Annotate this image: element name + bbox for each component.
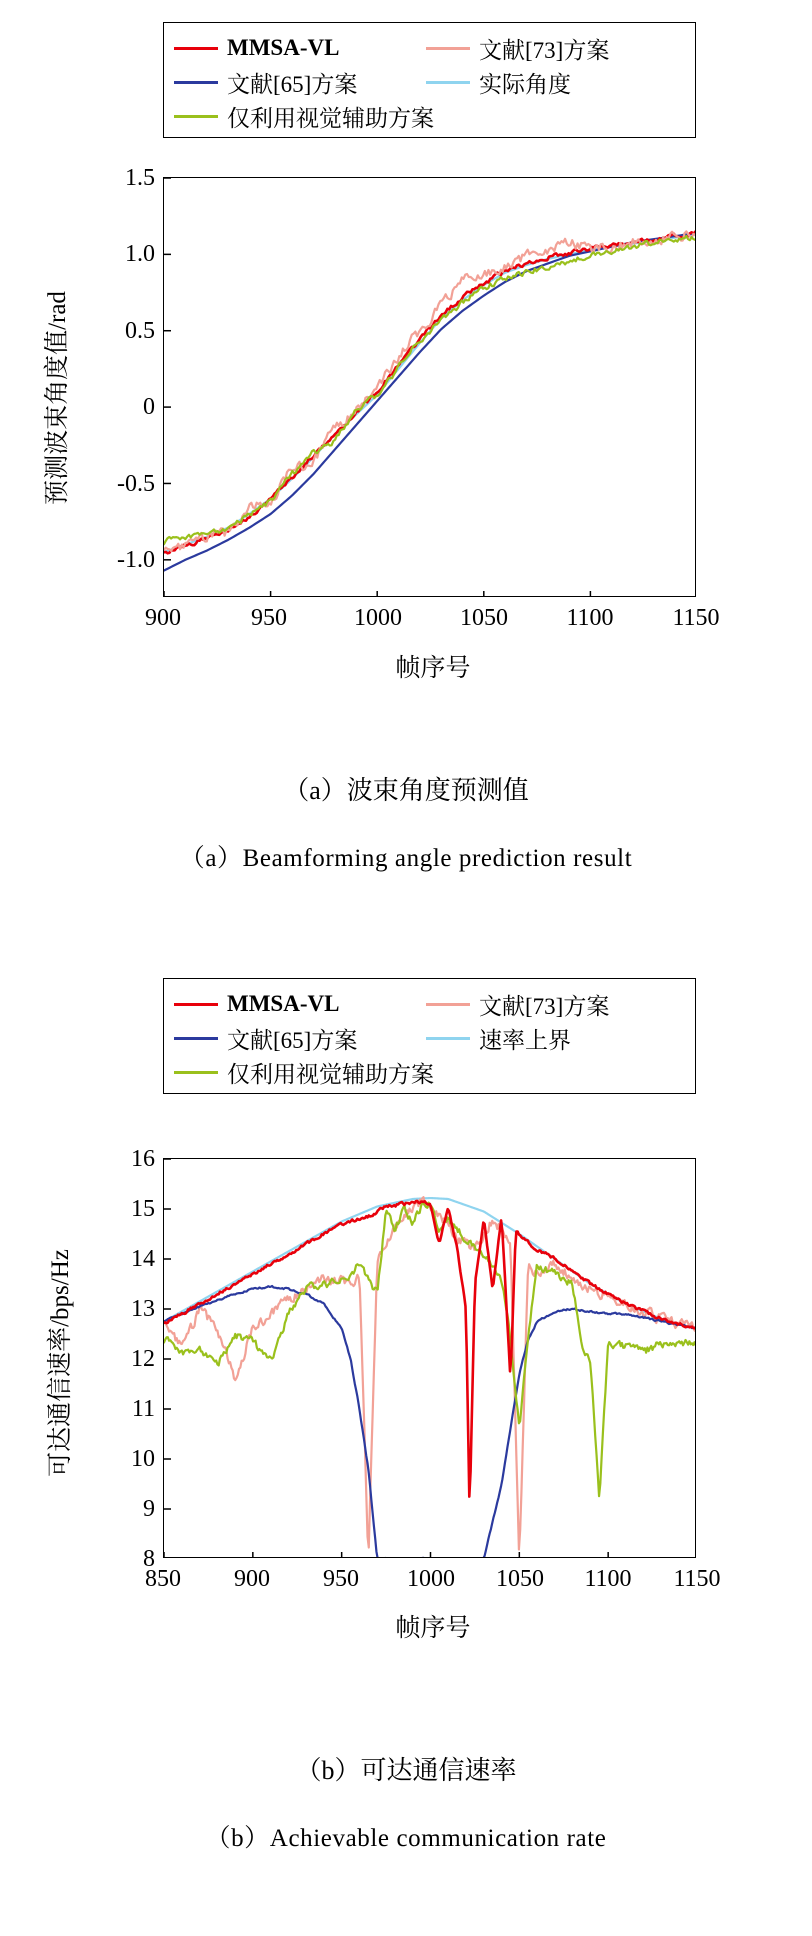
legend-a xyxy=(163,22,696,138)
y-tick-label: 11 xyxy=(131,1396,155,1422)
legend-color-swatch xyxy=(174,1071,218,1074)
x-tick-label: 1150 xyxy=(673,1566,721,1592)
x-axis-title: 帧序号 xyxy=(395,1615,471,1642)
y-tick-label: 13 xyxy=(131,1296,155,1322)
y-tick-label: 10 xyxy=(131,1446,155,1472)
x-tick-label: 1100 xyxy=(584,1566,632,1592)
legend-entry xyxy=(174,35,426,61)
caption-b-en: （b）Achievable communication rate xyxy=(205,1825,607,1852)
legend-entry xyxy=(426,1022,571,1055)
x-tick-label: 1050 xyxy=(460,605,508,631)
legend-entry xyxy=(174,66,426,99)
legend-label: 文献[65]方案 xyxy=(227,1027,358,1053)
x-tick-label: 1100 xyxy=(566,605,614,631)
y-axis-title: 可达通信速率/bps/Hz xyxy=(47,1249,74,1477)
y-axis-title: 预测波束角度值/rad xyxy=(44,291,71,505)
y-tick-label: 14 xyxy=(131,1246,155,1272)
legend-color-swatch xyxy=(174,47,218,50)
legend-row xyxy=(174,65,685,99)
y-tick-label: 1.0 xyxy=(125,241,155,267)
caption-b-cn: （b）可达通信速率 xyxy=(295,1756,517,1785)
y-tick-label: 8 xyxy=(143,1546,155,1572)
figure-b xyxy=(0,960,812,1936)
legend-row xyxy=(174,987,685,1021)
legend-row xyxy=(174,1021,685,1055)
y-tick-label: 16 xyxy=(131,1146,155,1172)
y-tick-label: -0.5 xyxy=(117,471,155,497)
plot-area-b xyxy=(163,1158,696,1558)
x-tick-label: 950 xyxy=(323,1566,359,1592)
x-tick-label: 850 xyxy=(145,1566,181,1592)
legend-color-swatch xyxy=(174,81,218,84)
legend-entry xyxy=(426,32,609,65)
legend-label: 文献[73]方案 xyxy=(479,37,610,63)
x-tick-label: 1000 xyxy=(407,1566,455,1592)
legend-row xyxy=(174,1055,685,1089)
legend-label: 仅利用视觉辅助方案 xyxy=(227,1061,434,1087)
legend-color-swatch xyxy=(174,1003,218,1006)
legend-entry xyxy=(426,988,609,1021)
legend-label: 文献[73]方案 xyxy=(479,993,610,1019)
legend-label: MMSA-VL xyxy=(227,35,340,60)
legend-color-swatch xyxy=(426,47,470,50)
y-tick-label: 9 xyxy=(143,1496,155,1522)
caption-a-cn: （a）波束角度预测值 xyxy=(283,776,529,805)
legend-color-swatch xyxy=(426,1003,470,1006)
x-tick-label: 900 xyxy=(234,1566,270,1592)
legend-b xyxy=(163,978,696,1094)
legend-color-swatch xyxy=(174,115,218,118)
legend-label: MMSA-VL xyxy=(227,991,340,1016)
legend-entry xyxy=(174,1022,426,1055)
legend-entry xyxy=(174,1056,434,1089)
legend-color-swatch xyxy=(426,1037,470,1040)
legend-label: 实际角度 xyxy=(479,71,571,97)
plot-area-a xyxy=(163,177,696,597)
x-tick-label: 1050 xyxy=(496,1566,544,1592)
y-tick-label: 1.5 xyxy=(125,165,155,191)
x-tick-label: 1000 xyxy=(354,605,402,631)
figure-a xyxy=(0,0,812,950)
legend-label: 速率上界 xyxy=(479,1027,571,1053)
legend-color-swatch xyxy=(174,1037,218,1040)
legend-row xyxy=(174,99,685,133)
y-tick-label: 0.5 xyxy=(125,318,155,344)
y-tick-label: 12 xyxy=(131,1346,155,1372)
y-tick-label: 0 xyxy=(143,394,155,420)
y-tick-label: 15 xyxy=(131,1196,155,1222)
x-tick-label: 900 xyxy=(145,605,181,631)
legend-row xyxy=(174,31,685,65)
y-tick-label: -1.0 xyxy=(117,547,155,573)
legend-entry xyxy=(174,991,426,1017)
x-tick-label: 950 xyxy=(251,605,287,631)
caption-a-en: （a）Beamforming angle prediction result xyxy=(179,845,633,872)
x-axis-title: 帧序号 xyxy=(395,655,471,682)
legend-entry xyxy=(174,100,434,133)
legend-label: 文献[65]方案 xyxy=(227,71,358,97)
legend-entry xyxy=(426,66,571,99)
x-tick-label: 1150 xyxy=(672,605,720,631)
legend-color-swatch xyxy=(426,81,470,84)
legend-label: 仅利用视觉辅助方案 xyxy=(227,105,434,131)
